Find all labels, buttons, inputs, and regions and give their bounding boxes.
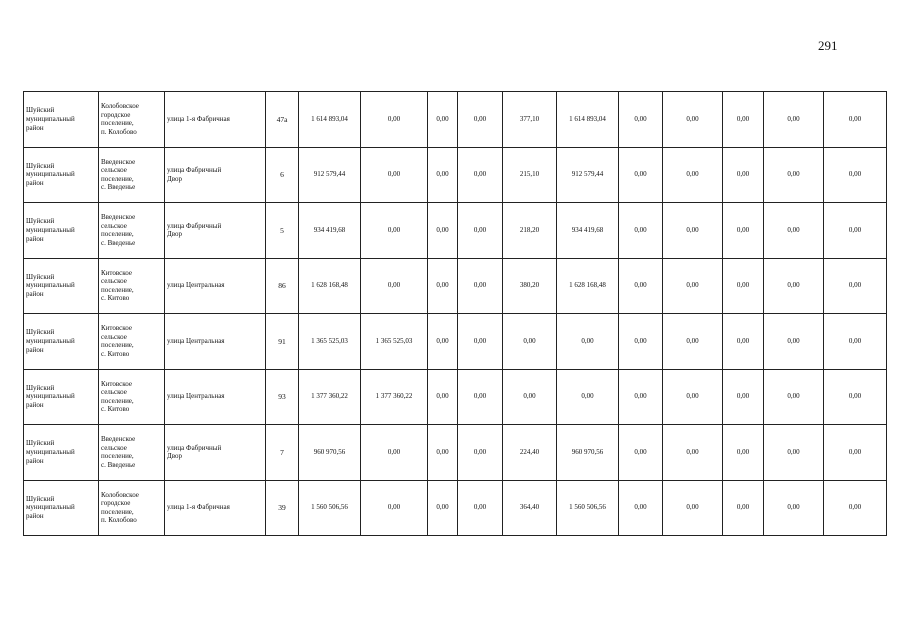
- house-number-cell: 7: [266, 425, 299, 481]
- settlement-cell: Китовское сельское поселение, с. Китово: [99, 258, 165, 314]
- value-cell: 0,00: [723, 425, 764, 481]
- value-cell: 960 970,56: [299, 425, 361, 481]
- value-cell: 0,00: [428, 258, 458, 314]
- table-row: [24, 258, 887, 314]
- value-cell: 0,00: [723, 92, 764, 148]
- table-row: [24, 425, 887, 481]
- value-cell: 0,00: [764, 92, 824, 148]
- district-cell: Шуйский муниципальный район: [24, 425, 99, 481]
- district-cell: Шуйский муниципальный район: [24, 92, 99, 148]
- house-number-cell: 39: [266, 480, 299, 536]
- value-cell: 0,00: [663, 147, 723, 203]
- settlement-cell: Введенское сельское поселение, с. Введенье: [99, 203, 165, 259]
- value-cell: 0,00: [764, 258, 824, 314]
- value-cell: 934 419,68: [557, 203, 619, 259]
- value-cell: 1 628 168,48: [299, 258, 361, 314]
- settlement-cell: Колобовское городское поселение, п. Колобово: [99, 480, 165, 536]
- value-cell: 960 970,56: [557, 425, 619, 481]
- district-cell: Шуйский муниципальный район: [24, 258, 99, 314]
- value-cell: 0,00: [458, 258, 503, 314]
- value-cell: 0,00: [428, 314, 458, 370]
- house-number-cell: 6: [266, 147, 299, 203]
- value-cell: 1 365 525,03: [361, 314, 428, 370]
- table-row: [24, 369, 887, 425]
- house-number-cell: 5: [266, 203, 299, 259]
- house-number-cell: 93: [266, 369, 299, 425]
- settlement-cell: Китовское сельское поселение, с. Китово: [99, 369, 165, 425]
- value-cell: 0,00: [428, 369, 458, 425]
- value-cell: 224,40: [503, 425, 557, 481]
- value-cell: 0,00: [619, 425, 663, 481]
- value-cell: 0,00: [723, 314, 764, 370]
- value-cell: 0,00: [428, 425, 458, 481]
- house-number-cell: 47а: [266, 92, 299, 148]
- value-cell: 0,00: [824, 369, 887, 425]
- street-cell: улица Фабричный Двор: [165, 425, 266, 481]
- settlement-cell: Введенское сельское поселение, с. Введенье: [99, 147, 165, 203]
- value-cell: 0,00: [663, 425, 723, 481]
- value-cell: 0,00: [723, 147, 764, 203]
- value-cell: 0,00: [764, 425, 824, 481]
- value-cell: 0,00: [428, 92, 458, 148]
- value-cell: 0,00: [557, 369, 619, 425]
- value-cell: 0,00: [619, 480, 663, 536]
- page-number: 291: [818, 38, 838, 53]
- value-cell: 218,20: [503, 203, 557, 259]
- street-cell: улица 1-я Фабричная: [165, 92, 266, 148]
- value-cell: 0,00: [619, 147, 663, 203]
- value-cell: 0,00: [361, 258, 428, 314]
- value-cell: 0,00: [361, 147, 428, 203]
- value-cell: 0,00: [723, 369, 764, 425]
- house-number-cell: 86: [266, 258, 299, 314]
- value-cell: 0,00: [428, 480, 458, 536]
- value-cell: 912 579,44: [557, 147, 619, 203]
- table-body: [24, 92, 887, 536]
- value-cell: 0,00: [663, 203, 723, 259]
- value-cell: 1 377 360,22: [361, 369, 428, 425]
- value-cell: 0,00: [764, 203, 824, 259]
- value-cell: 1 614 893,04: [557, 92, 619, 148]
- value-cell: 1 614 893,04: [299, 92, 361, 148]
- street-cell: улица Центральная: [165, 314, 266, 370]
- district-cell: Шуйский муниципальный район: [24, 369, 99, 425]
- value-cell: 380,20: [503, 258, 557, 314]
- value-cell: 0,00: [663, 258, 723, 314]
- value-cell: 0,00: [723, 203, 764, 259]
- street-cell: улица 1-я Фабричная: [165, 480, 266, 536]
- house-number-cell: 91: [266, 314, 299, 370]
- value-cell: 0,00: [824, 314, 887, 370]
- district-cell: Шуйский муниципальный район: [24, 480, 99, 536]
- value-cell: 0,00: [824, 203, 887, 259]
- value-cell: 0,00: [824, 92, 887, 148]
- value-cell: 0,00: [824, 258, 887, 314]
- value-cell: 0,00: [428, 147, 458, 203]
- value-cell: 0,00: [723, 480, 764, 536]
- settlement-cell: Введенское сельское поселение, с. Введенье: [99, 425, 165, 481]
- value-cell: 0,00: [663, 369, 723, 425]
- table-row: [24, 314, 887, 370]
- value-cell: 0,00: [458, 147, 503, 203]
- value-cell: 0,00: [361, 480, 428, 536]
- value-cell: 0,00: [361, 92, 428, 148]
- value-cell: 0,00: [663, 480, 723, 536]
- value-cell: 0,00: [824, 147, 887, 203]
- table-row: [24, 147, 887, 203]
- value-cell: 377,10: [503, 92, 557, 148]
- value-cell: 0,00: [458, 369, 503, 425]
- value-cell: 0,00: [824, 480, 887, 536]
- value-cell: 0,00: [764, 314, 824, 370]
- value-cell: 0,00: [619, 203, 663, 259]
- value-cell: 1 628 168,48: [557, 258, 619, 314]
- value-cell: 0,00: [824, 425, 887, 481]
- value-cell: 0,00: [458, 92, 503, 148]
- district-cell: Шуйский муниципальный район: [24, 314, 99, 370]
- value-cell: 364,40: [503, 480, 557, 536]
- value-cell: 1 365 525,03: [299, 314, 361, 370]
- district-cell: Шуйский муниципальный район: [24, 203, 99, 259]
- street-cell: улица Фабричный Двор: [165, 203, 266, 259]
- value-cell: 0,00: [503, 369, 557, 425]
- table-row: [24, 203, 887, 259]
- value-cell: 1 560 506,56: [557, 480, 619, 536]
- settlement-cell: Китовское сельское поселение, с. Китово: [99, 314, 165, 370]
- street-cell: улица Центральная: [165, 369, 266, 425]
- value-cell: 0,00: [503, 314, 557, 370]
- value-cell: 0,00: [361, 203, 428, 259]
- value-cell: 0,00: [663, 314, 723, 370]
- value-cell: 0,00: [428, 203, 458, 259]
- value-cell: 0,00: [458, 425, 503, 481]
- value-cell: 0,00: [764, 369, 824, 425]
- value-cell: 0,00: [557, 314, 619, 370]
- value-cell: 1 377 360,22: [299, 369, 361, 425]
- value-cell: 215,10: [503, 147, 557, 203]
- value-cell: 0,00: [458, 480, 503, 536]
- value-cell: 0,00: [663, 92, 723, 148]
- value-cell: 0,00: [764, 147, 824, 203]
- value-cell: 934 419,68: [299, 203, 361, 259]
- value-cell: 0,00: [619, 314, 663, 370]
- value-cell: 0,00: [619, 258, 663, 314]
- value-cell: 912 579,44: [299, 147, 361, 203]
- value-cell: 0,00: [764, 480, 824, 536]
- value-cell: 1 560 506,56: [299, 480, 361, 536]
- value-cell: 0,00: [619, 369, 663, 425]
- settlement-cell: Колобовское городское поселение, п. Колобово: [99, 92, 165, 148]
- street-cell: улица Фабричный Двор: [165, 147, 266, 203]
- district-cell: Шуйский муниципальный район: [24, 147, 99, 203]
- value-cell: 0,00: [458, 203, 503, 259]
- table-row: [24, 92, 887, 148]
- value-cell: 0,00: [361, 425, 428, 481]
- table-row: [24, 480, 887, 536]
- value-cell: 0,00: [723, 258, 764, 314]
- value-cell: 0,00: [619, 92, 663, 148]
- street-cell: улица Центральная: [165, 258, 266, 314]
- capital-repair-table: [23, 91, 887, 536]
- value-cell: 0,00: [458, 314, 503, 370]
